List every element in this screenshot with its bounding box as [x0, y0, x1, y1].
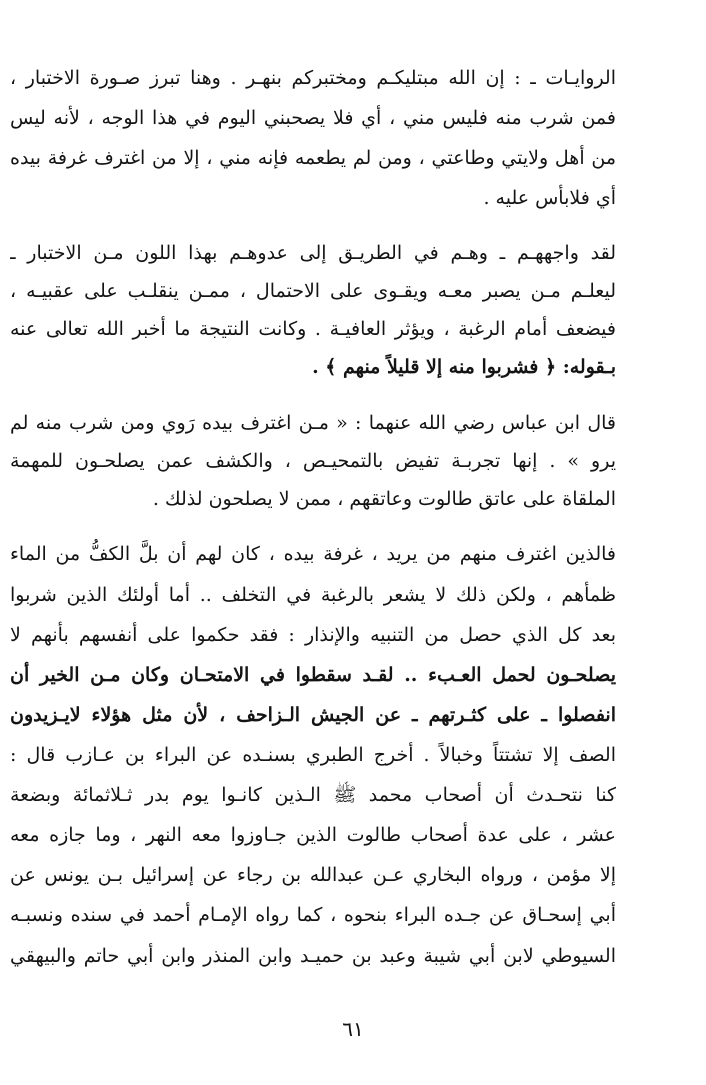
text-line: انفصلوا ـ على كثـرتهم ـ عن الجيش الـزاحف ، لأن مثل هؤلاء لايـزيدون	[10, 704, 616, 726]
text-line: الصف إلا تشتتاً وخبالاً . أخرج الطبري بسنـده عن البراء بن عـازب قال :	[10, 744, 616, 766]
text-line: من أهل ولايتي وطاعتي ، ومن لم يطعمه فإنه مني ، إلا من اغترف غرفة بيده	[10, 147, 616, 169]
text-line: السيوطي لابن أبي شيبة وعبد بن حميـد وابن المنذر وابن أبي حاتم والبيهقي	[10, 945, 616, 967]
text-line: لقد واجههـم ـ وهـم في الطريـق إلى عدوهـم بهذا اللون مـن الاختبار ـ	[10, 242, 616, 264]
text-line: فالذين اغترف منهم من يريد ، غرفة بيده ، كان لهم أن بلَّ الكفُّ من الماء	[10, 543, 616, 565]
text-line: إلا مؤمن ، ورواه البخاري عـن عبدالله بن رجاء عن إسرائيل بـن يونس عن	[10, 864, 616, 886]
text-line: بعد كل الذي حصل من التنبيه والإنذار : فقد حكموا على أنفسهم بأنهم لا	[10, 624, 616, 646]
text-line: يرو » . إنها تجربـة تفيض بالتمحيـص ، والكشف عمن يصلحـون للمهمة	[10, 450, 616, 472]
text-line: يصلحـون لحمل العـبء .. لقـد سقطوا في الامتحـان وكان مـن الخير أن	[10, 664, 616, 686]
text-line: فيضعف أمام الرغبة ، ويؤثر العافيـة . وكانت النتيجة ما أخبر الله تعالى عنه	[10, 318, 616, 340]
text-line: بـقوله: ﴿ فشربوا منه إلا قليلاً منهم ﴾ .	[312, 356, 616, 378]
text-line: الروايـات ـ : إن الله مبتليكـم ومختبركم بنهـر . وهنا تبرز صـورة الاختبار ،	[10, 67, 616, 89]
text-line: كنا نتحـدث أن أصحاب محمد ﷺ الـذين كانـوا يوم بدر ثـلاثمائة وبضعة	[10, 784, 616, 806]
text-line: ظمأهم ، ولكن ذلك لا يشعر بالرغبة في التخلف .. أما أولئك الذين شربوا	[10, 584, 616, 606]
text-line: قال ابن عباس رضي الله عنهما : « مـن اغترف بيده رَوي ومن شرب منه لم	[10, 412, 616, 434]
text-line: ليعلـم مـن يصبر معـه ويقـوى على الاحتمال ، ممـن ينقلـب على عقبيـه ،	[10, 280, 616, 302]
text-line: أي فلابأس عليه .	[483, 187, 616, 209]
text-line: فمن شرب منه فليس مني ، أي فلا يصحبني اليوم في هذا الوجه ، لأنه ليس	[10, 107, 616, 129]
text-line: عشر ، على عدة أصحاب طالوت الذين جـاوزوا معه النهر ، وما جازه معه	[10, 824, 616, 846]
text-line: الملقاة على عاتق طالوت وعاتقهم ، ممن لا يصلحون لذلك .	[152, 488, 616, 510]
page-number: ٦١	[342, 1017, 364, 1041]
text-line: أبي إسحـاق عن جـده البراء بنحوه ، كما رواه الإمـام أحمد في سنده ونسبـه	[10, 904, 616, 926]
